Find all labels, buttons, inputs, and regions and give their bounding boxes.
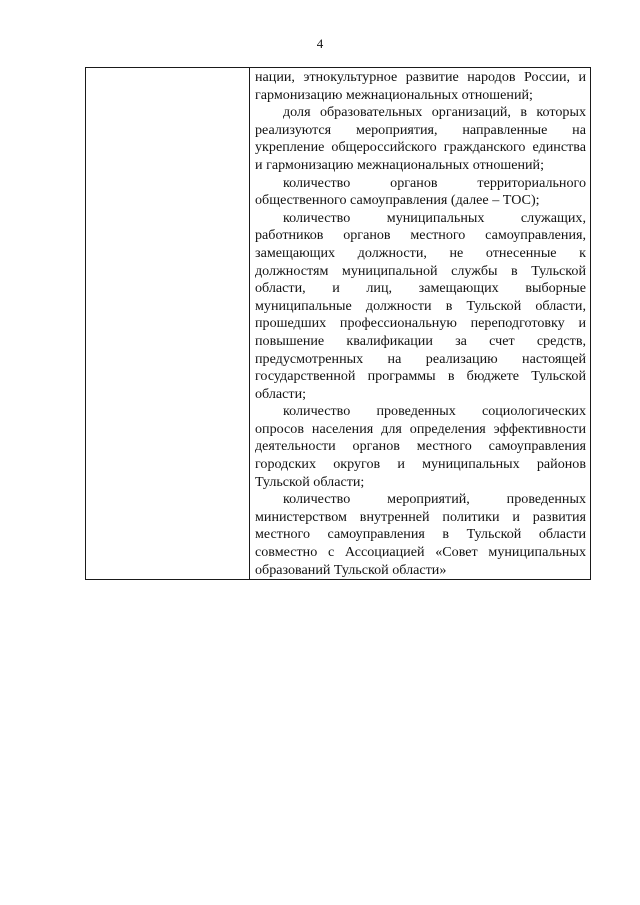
paragraph-education-share: доля образовательных организаций, в которых реализуются мероприятия, направленные на укрепление общероссийского гражданского единства и гармонизацию межнациональных отношений; — [255, 104, 586, 173]
paragraph-surveys-count: количество проведенных социологических опросов населения для определения эффективности деятельности органов местного самоуправления городских округов и муниципальных районов Тульской области; — [255, 403, 586, 490]
page-number: 4 — [316, 36, 324, 51]
indicators-text — [250, 68, 590, 579]
paragraph-tos-count: количество органов территориального общественного самоуправления (далее – ТОС); — [255, 174, 586, 209]
table-row — [86, 68, 591, 580]
table-cell-right — [250, 68, 591, 580]
paragraph-employees-training: количество муниципальных служащих, работников органов местного самоуправления, замещающих должности, не отнесенные к должностям муниципальной службы в Тульской области, и лиц, замещающих выборные муниципальные должности в Тульской области, прошедших профессиональную переподготовку и повышение квалификации за счет средств, предусмотренных на реализацию настоящей государственной программы в бюджете Тульской области; — [255, 209, 586, 402]
paragraph-events-count: количество мероприятий, проведенных министерством внутренней политики и развития местного самоуправления в Тульской области совместно с Ассоциацией «Совет муниципальных образований Тульской области» — [255, 491, 586, 578]
paragraph-continuation: нации, этнокультурное развитие народов России, и гармонизацию межнациональных отношений; — [255, 69, 586, 103]
indicators-table — [85, 67, 591, 580]
table-cell-left — [86, 68, 250, 580]
